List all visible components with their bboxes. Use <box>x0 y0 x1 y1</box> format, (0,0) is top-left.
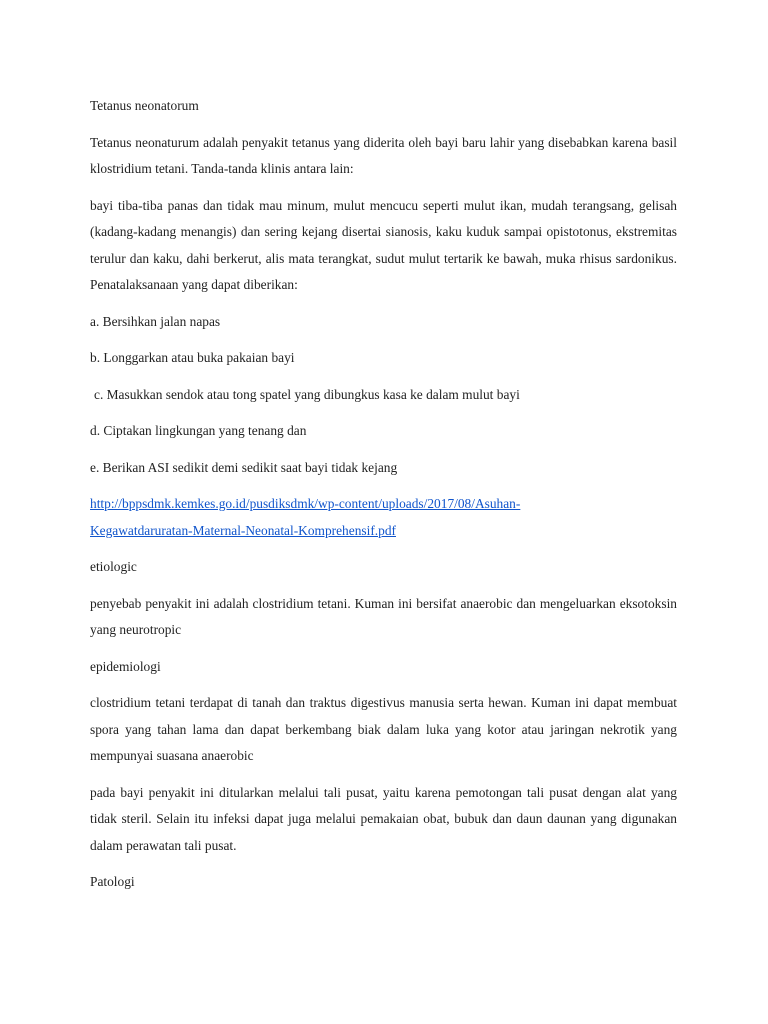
reference-link-line2: Kegawatdaruratan-Maternal-Neonatal-Komprehensif.pdf <box>90 522 396 538</box>
epidemiology-heading: epidemiologi <box>90 658 161 674</box>
document-heading: Tetanus neonatorum <box>90 98 199 113</box>
list-item-c: c. Masukkan sendok atau tong spatel yang dibungkus kasa ke dalam mulut bayi <box>94 386 520 402</box>
pathology-heading: Patologi <box>90 874 135 889</box>
list-item-d: d. Ciptakan lingkungan yang tenang dan <box>90 423 307 438</box>
reference-link-block <box>90 491 677 544</box>
epidemiology-paragraph-2: pada bayi penyakit ini ditularkan melalui tali pusat, yaitu karena pemotongan tali pusat dengan alat yang tidak steril. Selain itu infeksi dapat juga melalui pemakaian obat, bubuk dan daun daunan yang digunakan dalam perawatan tali pusat. <box>90 784 677 853</box>
epidemiology-paragraph-1: clostridium tetani terdapat di tanah dan traktus digestivus manusia serta hewan. Kuman ini dapat membuat spora yang tahan lama dan dapat berkembang biak dalam luka yang kotor atau jaringan nekrotik yang mempunyai suasana anaerobic <box>90 695 677 763</box>
reference-link[interactable] <box>90 496 520 538</box>
etiology-paragraph: penyebab penyakit ini adalah clostridium tetani. Kuman ini bersifat anaerobic dan mengeluarkan eksotoksin yang neurotropic <box>90 595 677 637</box>
symptoms-paragraph: bayi tiba-tiba panas dan tidak mau minum, mulut mencucu seperti mulut ikan, mudah terangsang, gelisah (kadang-kadang menangis) dan sering kejang disertai sianosis, kaku kuduk sampai opistotonus, ekstremitas terulur dan kaku, dahi berkerut, alis mata terangkat, sudut mulut tertarik ke bawah, muka rhisus sardonikus. Penatalaksanaan yang dapat diberikan: <box>90 197 677 292</box>
list-item-a: a. Bersihkan jalan napas <box>90 313 221 329</box>
list-item-b: b. Longgarkan atau buka pakaian bayi <box>90 350 295 365</box>
list-item-e: e. Berikan ASI sedikit demi sedikit saat bayi tidak kejang <box>90 459 398 475</box>
intro-paragraph: Tetanus neonaturum adalah penyakit tetanus yang diderita oleh bayi baru lahir yang disebabkan karena basil klostridium tetani. Tanda-tanda klinis antara lain: <box>90 134 677 176</box>
reference-link-line1: http://bppsdmk.kemkes.go.id/pusdiksdmk/wp-content/uploads/2017/08/Asuhan- <box>90 496 521 511</box>
etiology-heading: etiologic <box>90 559 137 574</box>
document-page <box>90 93 677 906</box>
